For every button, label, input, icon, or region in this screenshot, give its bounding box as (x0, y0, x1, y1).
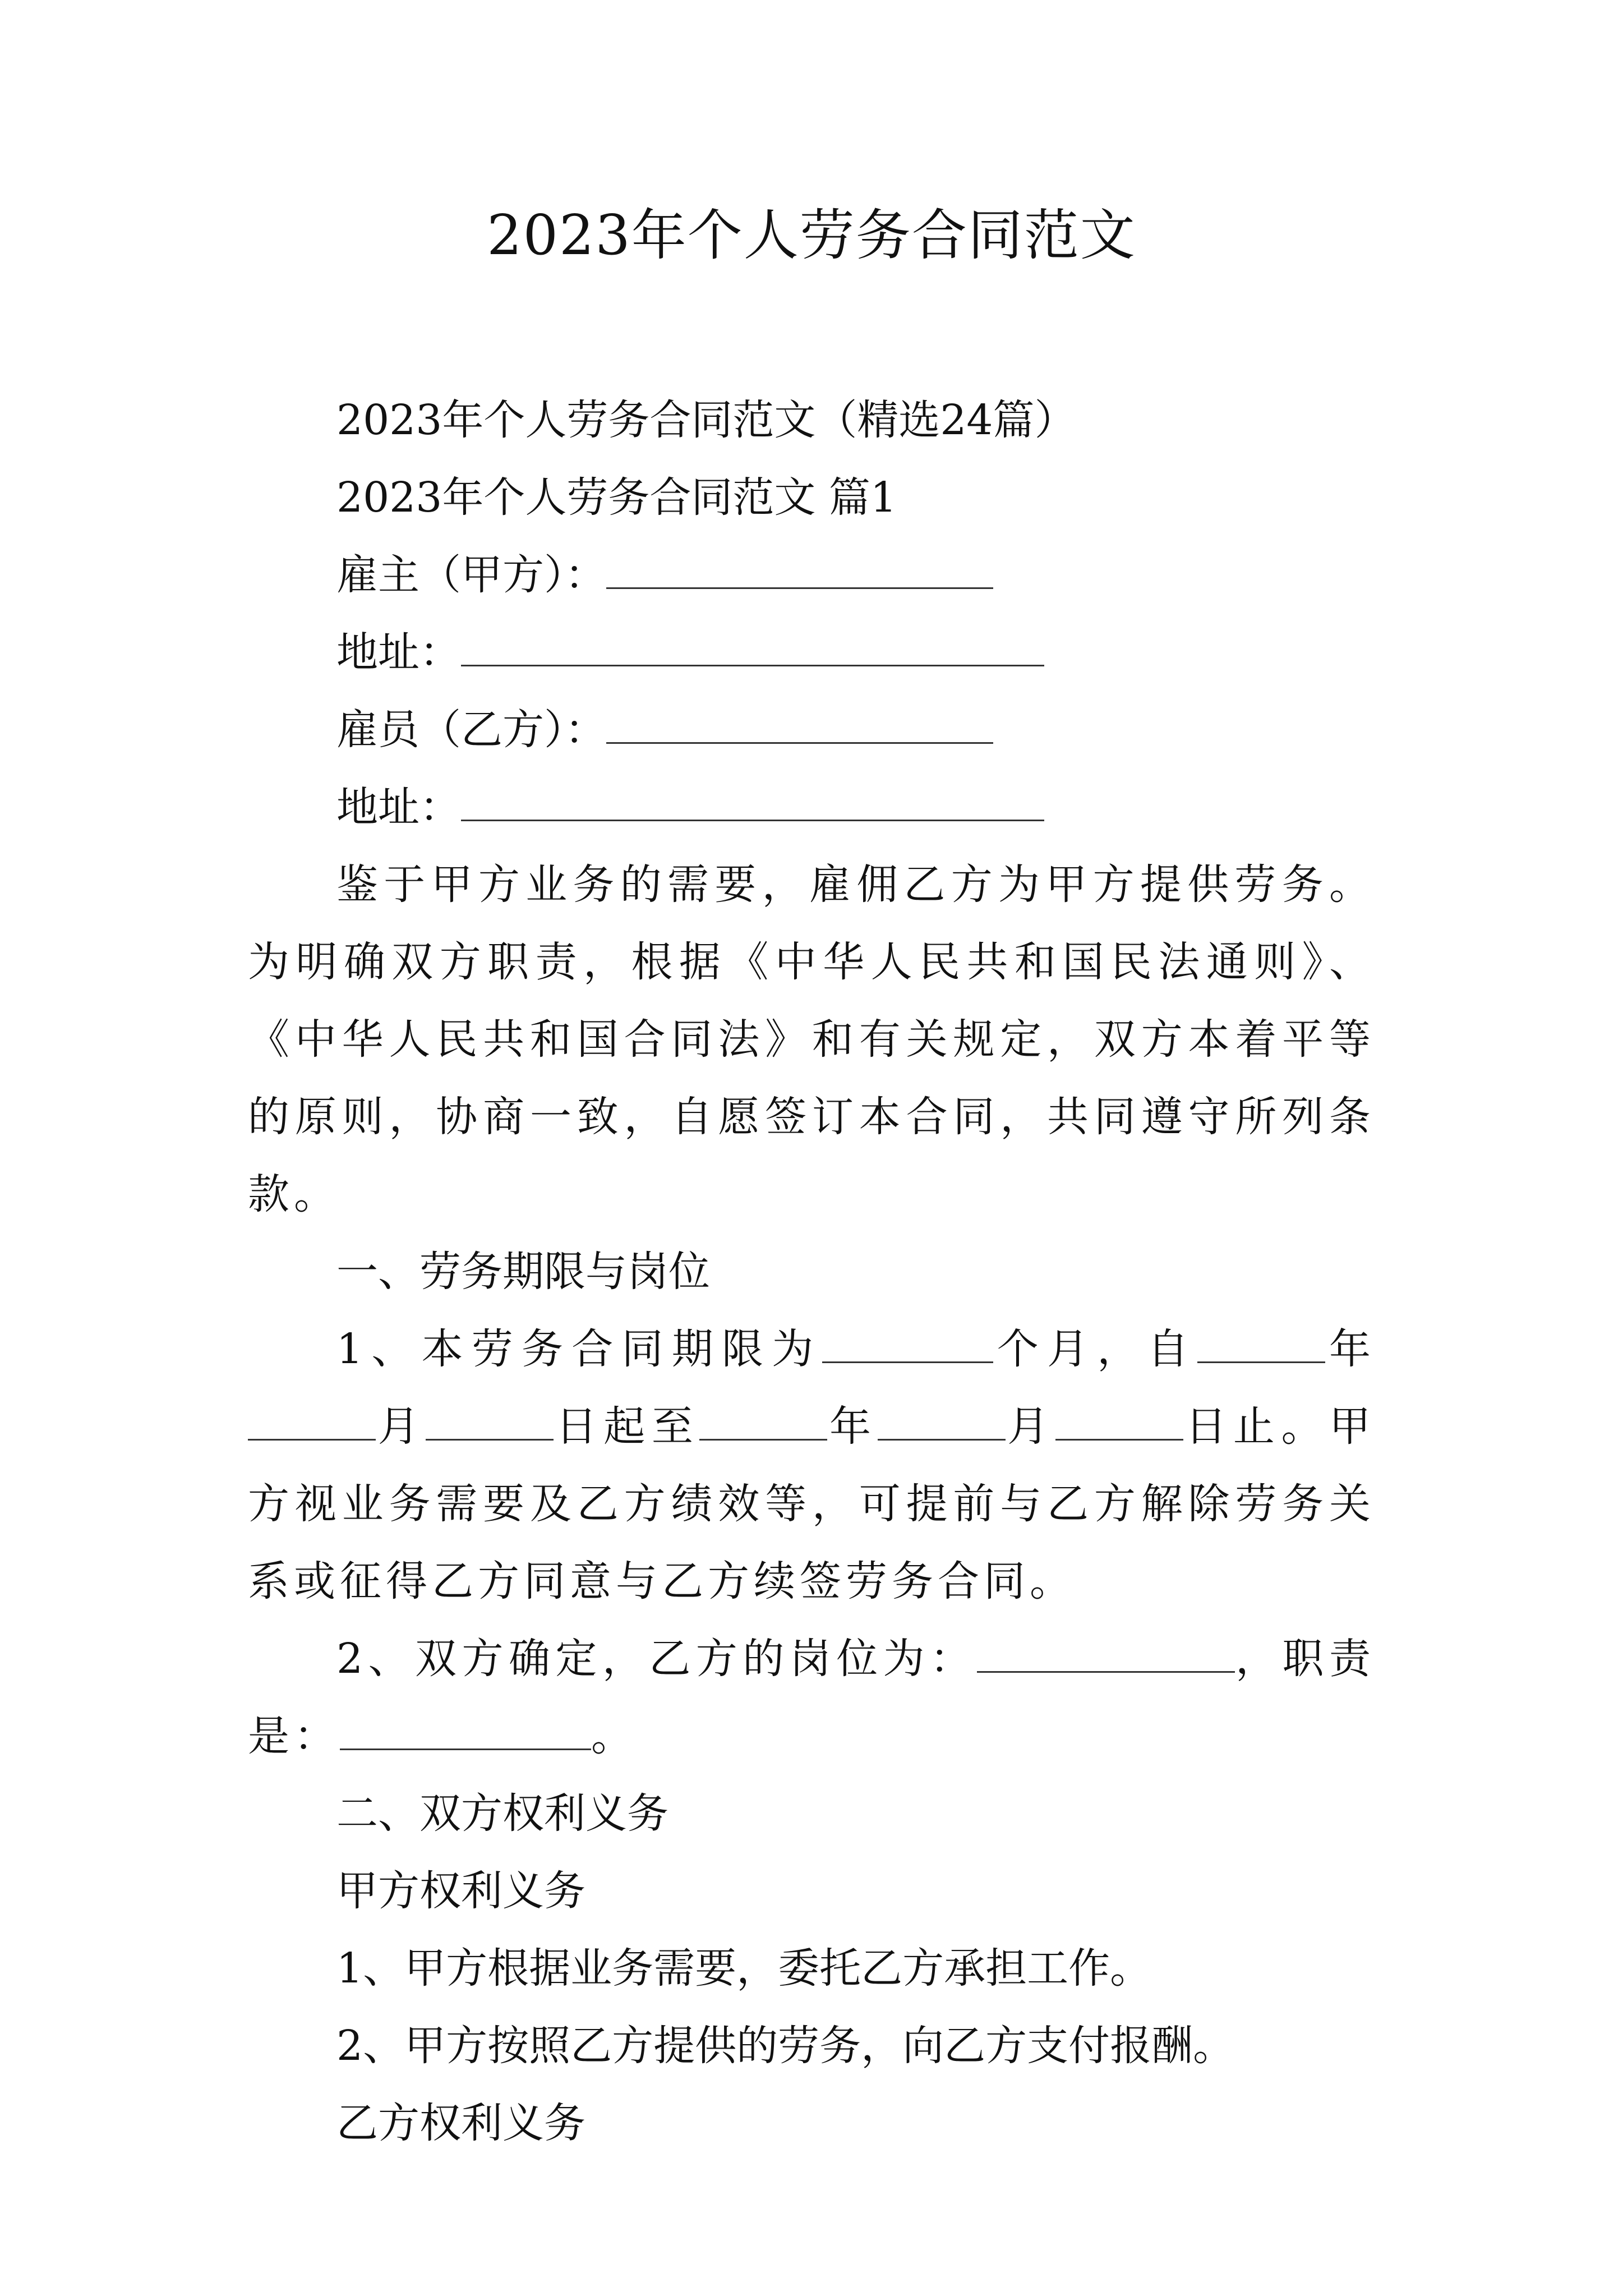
employer-address-line (248, 614, 1375, 691)
start-year-blank (1197, 1322, 1325, 1363)
clause1-t7: 日止。甲方视业务需要及乙方绩效等，可提前与乙方解除劳务关系或征得乙方同意与乙方续签劳务合同。 (248, 1402, 1376, 1605)
party-a-item-1: 1、甲方根据业务需要，委托乙方承担工作。 (336, 1944, 1152, 1993)
start-month-blank (248, 1400, 376, 1441)
clause1-t6: 月 (1005, 1402, 1055, 1451)
clause2-mid: ，职责是： (248, 1635, 1375, 1760)
months-blank (822, 1322, 993, 1363)
duty-blank (340, 1709, 591, 1750)
preamble-paragraph: 鉴于甲方业务的需要，雇佣乙方为甲方提供劳务。为明确双方职责，根据《中华人民共和国民法通则》、《中华人民共和国合同法》和有关规定，双方本着平等的原则，协商一致，自愿签订本合同，共同遵守所列条款。 (248, 861, 1375, 1218)
position-blank (977, 1632, 1235, 1673)
end-year-blank (699, 1400, 827, 1441)
end-day-blank (1055, 1400, 1183, 1441)
employer-address-blank (461, 625, 1044, 666)
employee-address-blank (461, 780, 1044, 821)
employer-blank (606, 548, 993, 589)
employee-line (248, 691, 1375, 769)
party-a-item-2: 2、甲方按照乙方提供的劳务，向乙方支付报酬。 (336, 2022, 1235, 2070)
employer-label: 雇主（甲方）： (336, 551, 606, 599)
section1-heading: 一、劳务期限与岗位 (336, 1248, 710, 1296)
end-month-blank (878, 1400, 1006, 1441)
document-body (248, 381, 1375, 2162)
clause2-end: 。 (591, 1712, 637, 1760)
clause1-paragraph (248, 1310, 1375, 1620)
clause2-paragraph (248, 1620, 1375, 1775)
party-a-rights-heading: 甲方权利义务 (336, 1867, 585, 1915)
employer-line (248, 536, 1375, 614)
employee-address-label: 地址： (336, 783, 461, 831)
employer-address-label: 地址： (336, 628, 461, 677)
subtitle: 2023年个人劳务合同范文（精选24篇） (336, 396, 1076, 444)
clause1-t2: 年 (1325, 1325, 1376, 1373)
article-heading: 2023年个人劳务合同范文 篇1 (336, 473, 897, 522)
employee-address-line (248, 769, 1375, 846)
document-title: 2023年个人劳务合同范文 (487, 204, 1136, 268)
employee-blank (606, 703, 993, 744)
start-day-blank (426, 1400, 554, 1441)
party-b-rights-heading: 乙方权利义务 (336, 2099, 585, 2147)
clause1-prefix: 1、本劳务合同期限为 (336, 1325, 822, 1373)
clause1-t4: 日起至 (554, 1402, 700, 1451)
clause1-t1: 个月，自 (993, 1325, 1197, 1373)
employee-label: 雇员（乙方）： (336, 706, 606, 754)
clause2-prefix: 2、双方确定，乙方的岗位为： (336, 1635, 977, 1683)
section2-heading: 二、双方权利义务 (336, 1789, 668, 1838)
clause1-t3: 月 (376, 1402, 426, 1451)
clause1-t5: 年 (827, 1402, 878, 1451)
